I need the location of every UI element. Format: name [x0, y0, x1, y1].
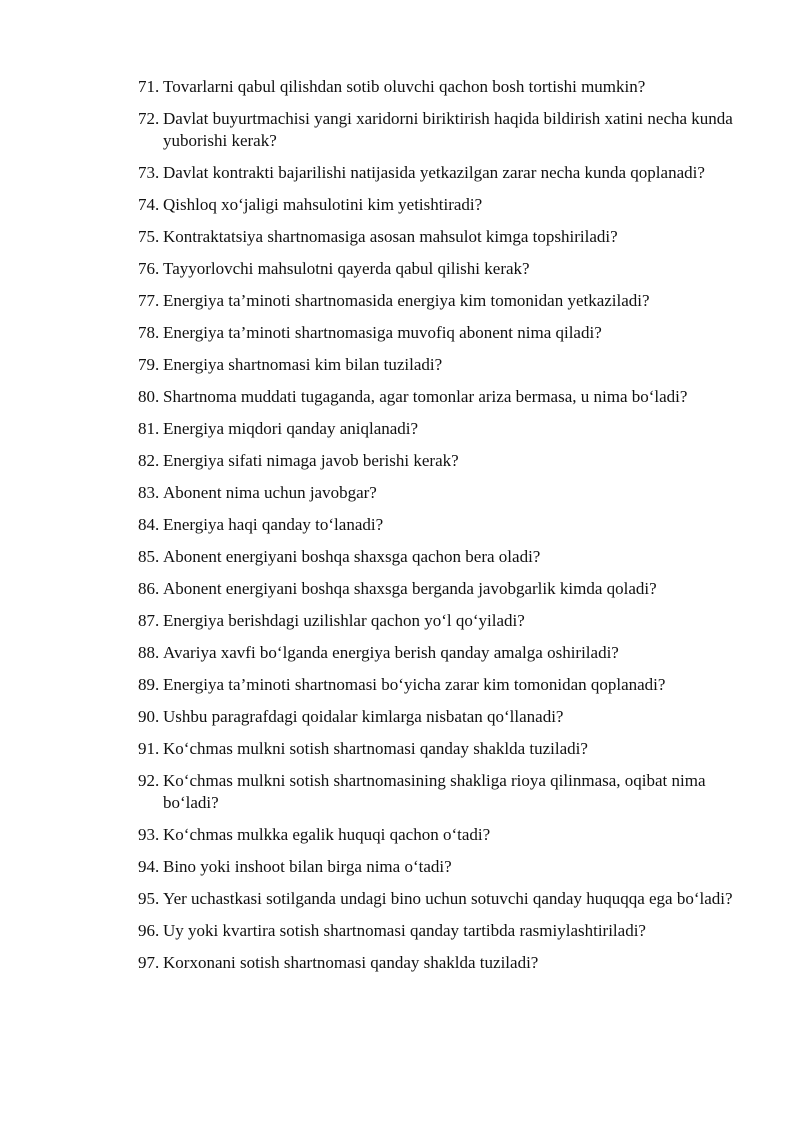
question-text: Abonent energiyani boshqa shaxsga qachon bera oladi?: [163, 547, 541, 566]
question-item: [138, 76, 753, 98]
question-item: [138, 738, 753, 760]
question-text: Ushbu paragrafdagi qoidalar kimlarga nisbatan qo‘llanadi?: [163, 707, 564, 726]
question-item: [138, 322, 753, 344]
question-item: [138, 706, 753, 728]
question-text: Ko‘chmas mulkni sotish shartnomasi qanday shaklda tuziladi?: [163, 739, 588, 758]
question-number: 93.: [138, 825, 160, 844]
question-item: [138, 610, 753, 632]
question-number: 74.: [138, 195, 160, 214]
question-text: Shartnoma muddati tugaganda, agar tomonlar ariza bermasa, u nima bo‘ladi?: [163, 387, 688, 406]
question-number: 84.: [138, 515, 160, 534]
question-item: [138, 674, 753, 696]
question-number: 77.: [138, 291, 160, 310]
question-item: [138, 952, 753, 974]
question-text: Davlat buyurtmachisi yangi xaridorni biriktirish haqida bildirish xatini necha kunda yuborishi kerak?: [163, 109, 733, 150]
question-item: [138, 578, 753, 600]
question-text: Kontraktatsiya shartnomasiga asosan mahsulot kimga topshiriladi?: [163, 227, 618, 246]
question-text: Uy yoki kvartira sotish shartnomasi qanday tartibda rasmiylashtiriladi?: [163, 921, 646, 940]
question-item: [138, 770, 753, 814]
question-item: [138, 290, 753, 312]
question-number: 81.: [138, 419, 160, 438]
question-item: [138, 546, 753, 568]
question-item: [138, 194, 753, 216]
question-number: 90.: [138, 707, 160, 726]
question-text: Qishloq xo‘jaligi mahsulotini kim yetishtiradi?: [163, 195, 483, 214]
question-item: [138, 514, 753, 536]
question-text: Tovarlarni qabul qilishdan sotib oluvchi qachon bosh tortishi mumkin?: [163, 77, 646, 96]
question-number: 89.: [138, 675, 160, 694]
question-item: [138, 258, 753, 280]
question-item: [138, 418, 753, 440]
question-text: Davlat kontrakti bajarilishi natijasida yetkazilgan zarar necha kunda qoplanadi?: [163, 163, 705, 182]
question-text: Korxonani sotish shartnomasi qanday shaklda tuziladi?: [163, 953, 539, 972]
question-text: Ko‘chmas mulkka egalik huquqi qachon o‘tadi?: [163, 825, 491, 844]
question-text: Energiya shartnomasi kim bilan tuziladi?: [163, 355, 443, 374]
question-list: [138, 76, 753, 984]
question-number: 79.: [138, 355, 160, 374]
question-text: Avariya xavfi bo‘lganda energiya berish qanday amalga oshiriladi?: [163, 643, 619, 662]
question-text: Energiya berishdagi uzilishlar qachon yo‘l qo‘yiladi?: [163, 611, 525, 630]
question-number: 86.: [138, 579, 160, 598]
question-text: Energiya sifati nimaga javob berishi kerak?: [163, 451, 459, 470]
question-item: [138, 386, 753, 408]
question-number: 78.: [138, 323, 160, 342]
question-number: 97.: [138, 953, 160, 972]
question-number: 95.: [138, 889, 160, 908]
question-text: Energiya ta’minoti shartnomasi bo‘yicha zarar kim tomonidan qoplanadi?: [163, 675, 666, 694]
question-item: [138, 888, 753, 910]
question-number: 85.: [138, 547, 160, 566]
question-text: Energiya ta’minoti shartnomasida energiya kim tomonidan yetkaziladi?: [163, 291, 650, 310]
question-text: Ko‘chmas mulkni sotish shartnomasining shakliga rioya qilinmasa, oqibat nima bo‘ladi?: [163, 771, 706, 812]
question-text: Energiya ta’minoti shartnomasiga muvofiq abonent nima qiladi?: [163, 323, 602, 342]
question-number: 87.: [138, 611, 160, 630]
question-item: [138, 856, 753, 878]
question-number: 71.: [138, 77, 160, 96]
question-item: [138, 162, 753, 184]
question-text: Energiya miqdori qanday aniqlanadi?: [163, 419, 419, 438]
question-item: [138, 824, 753, 846]
question-number: 76.: [138, 259, 160, 278]
question-number: 94.: [138, 857, 160, 876]
question-text: Bino yoki inshoot bilan birga nima o‘tadi?: [163, 857, 452, 876]
question-item: [138, 354, 753, 376]
question-item: [138, 482, 753, 504]
question-item: [138, 920, 753, 942]
question-number: 75.: [138, 227, 160, 246]
question-number: 88.: [138, 643, 160, 662]
question-item: [138, 642, 753, 664]
question-number: 91.: [138, 739, 160, 758]
question-text: Energiya haqi qanday to‘lanadi?: [163, 515, 384, 534]
question-text: Tayyorlovchi mahsulotni qayerda qabul qilishi kerak?: [163, 259, 530, 278]
question-text: Yer uchastkasi sotilganda undagi bino uchun sotuvchi qanday huquqqa ega bo‘ladi?: [163, 889, 733, 908]
question-item: [138, 108, 753, 152]
question-text: Abonent nima uchun javobgar?: [163, 483, 377, 502]
question-number: 72.: [138, 109, 160, 128]
question-number: 82.: [138, 451, 160, 470]
question-item: [138, 450, 753, 472]
question-number: 73.: [138, 163, 160, 182]
question-text: Abonent energiyani boshqa shaxsga berganda javobgarlik kimda qoladi?: [163, 579, 657, 598]
question-number: 96.: [138, 921, 160, 940]
question-number: 83.: [138, 483, 160, 502]
question-number: 92.: [138, 771, 160, 790]
question-number: 80.: [138, 387, 160, 406]
question-item: [138, 226, 753, 248]
